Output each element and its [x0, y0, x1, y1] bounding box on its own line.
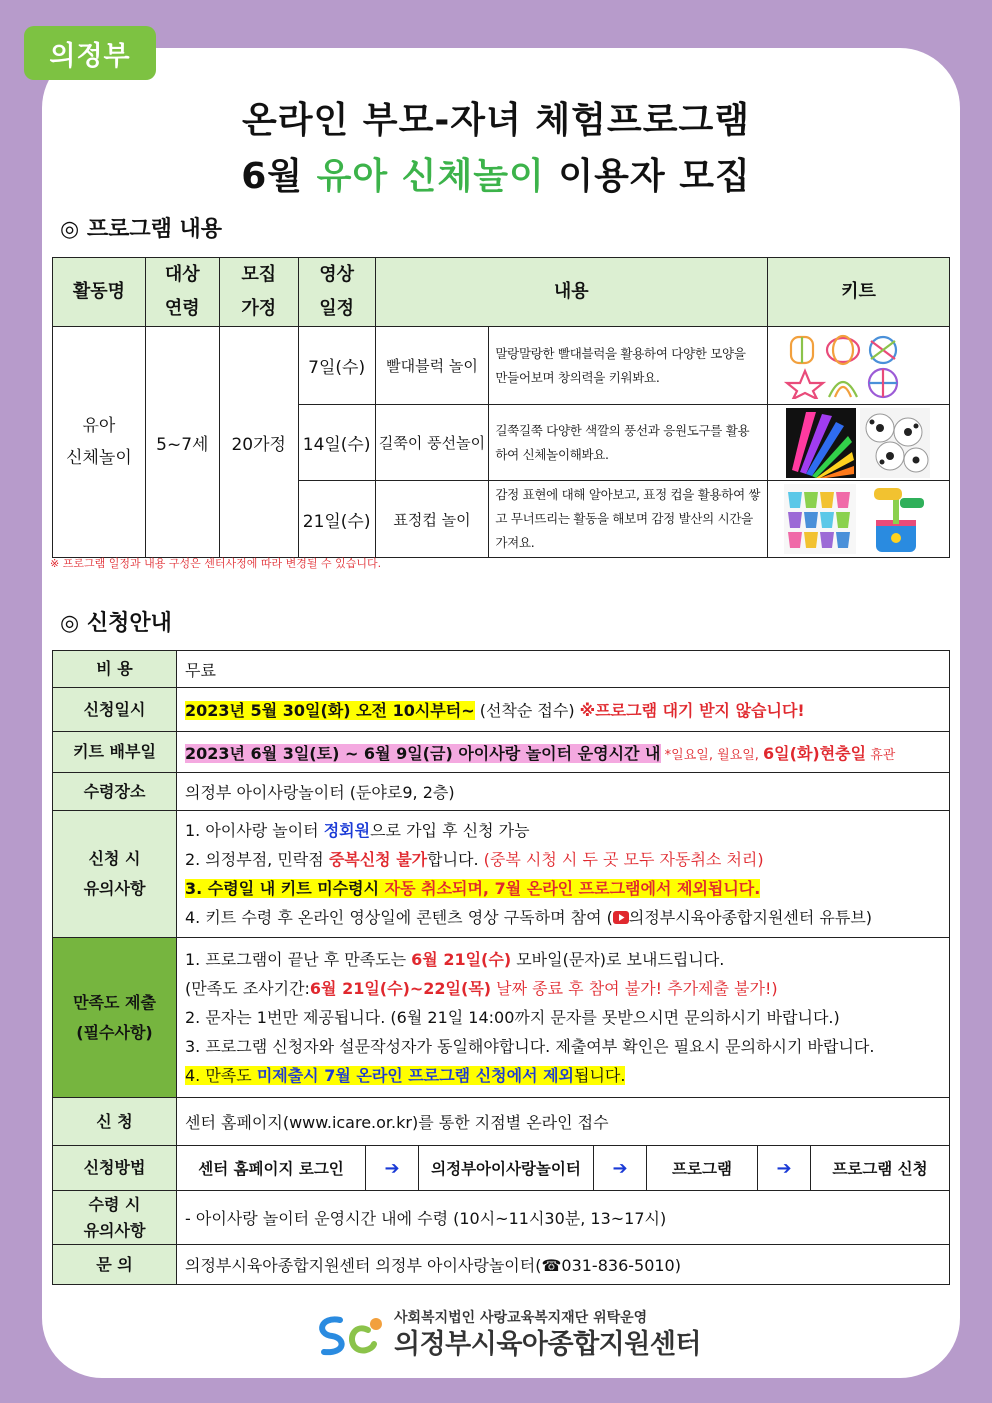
section-program-heading: ◎ 프로그램 내용: [60, 217, 223, 242]
program-name-cell: 길쭉이 풍선놀이: [375, 405, 489, 481]
survey-label: 만족도 제출 (필수사항): [53, 938, 177, 1098]
header-age: 대상 연령: [145, 258, 219, 327]
receive-label: 수령 시 유의사항: [53, 1191, 177, 1245]
place-label: 수령장소: [53, 773, 177, 811]
section-apply-heading: ◎ 신청안내: [60, 611, 172, 636]
caution-label: 신청 시 유의사항: [53, 811, 177, 938]
title-highlight: 유아 신체놀이: [316, 156, 545, 197]
survey-item: 1. 프로그램이 끝난 후 만족도는 6월 21일(수) 모바일(문자)로 보내드립니다.: [185, 950, 725, 969]
step-login: 센터 홈페이지 로그인: [198, 1160, 344, 1178]
header-families: 모집 가정: [219, 258, 298, 327]
kit-image-balloons: [767, 405, 949, 481]
table-row: [53, 688, 950, 732]
caution-list: [177, 811, 950, 938]
arrow-icon: ➔: [757, 1146, 811, 1190]
youtube-icon: [613, 911, 629, 924]
table-row: [53, 1245, 950, 1285]
receive-value: - 아이사랑 놀이터 운영시간 내에 수령 (10시~11시30분, 13~17시): [177, 1191, 950, 1245]
kit-date-value: 2023년 6월 3일(토) ~ 6월 9일(금) 아이사랑 놀이터 운영시간 내 *일요일, 월요일, 6일(화)현충일 휴관: [177, 732, 950, 773]
table-row: [53, 773, 950, 811]
fee-value: 무료: [177, 651, 950, 688]
method-steps: [177, 1146, 950, 1191]
survey-item: 2. 문자는 1번만 제공됩니다. (6월 21일 14:00까지 문자를 못받으시면 문의하시기 바랍니다.): [185, 1008, 840, 1027]
step-apply: 프로그램 신청: [832, 1160, 928, 1178]
table-row: [53, 327, 950, 405]
phone-icon: ☎: [541, 1256, 562, 1275]
age-cell: 5~7세: [145, 327, 219, 558]
header-activity: 활동명: [53, 258, 146, 327]
apply-date-label: 신청일시: [53, 688, 177, 732]
step-program: 프로그램: [672, 1160, 732, 1178]
footer-center-name: 의정부시육아종합지원센터: [394, 1329, 701, 1360]
contact-label: 문 의: [53, 1245, 177, 1285]
activity-name-cell: 유아 신체놀이: [53, 327, 146, 558]
table-row: [53, 811, 950, 938]
program-desc-cell: 길쭉길쭉 다양한 색깔의 풍선과 응원도구를 활용하여 신체놀이해봐요.: [489, 405, 768, 481]
families-cell: 20가정: [219, 327, 298, 558]
apply-label: 신 청: [53, 1098, 177, 1146]
survey-item: 4. 만족도 미제출시 7월 온라인 프로그램 신청에서 제외됩니다.: [185, 1066, 626, 1085]
date-cell: 7일(수): [298, 327, 375, 405]
program-desc-cell: 감정 표현에 대해 알아보고, 표정 컵을 활용하여 쌓고 무너뜨리는 활동을 해보며 감정 발산의 시간을 가져요.: [489, 481, 768, 558]
kit-image-straw-blocks: [767, 327, 949, 405]
table-row: [53, 1146, 950, 1191]
title-line-2: 6월 유아 신체놀이 이용자 모집: [241, 156, 751, 197]
program-header-row: [53, 258, 950, 327]
program-name-cell: 표정컵 놀이: [375, 481, 489, 558]
caution-item: 1. 아이사랑 놀이터 정회원으로 가입 후 신청 가능: [185, 821, 530, 840]
table-row: [53, 938, 950, 1098]
kit-date-label: 키트 배부일: [53, 732, 177, 773]
survey-list: [177, 938, 950, 1098]
center-logo-icon: [310, 1310, 390, 1360]
toy-hammer-icon: [860, 484, 932, 554]
method-label: 신청방법: [53, 1146, 177, 1191]
program-name-cell: 빨대블럭 놀이: [375, 327, 489, 405]
region-tag: 의정부: [24, 26, 156, 80]
table-row: [53, 732, 950, 773]
place-value: 의정부 아이사랑놀이터 (둔야로9, 2층): [177, 773, 950, 811]
rainbow-balloons-icon: [786, 408, 856, 478]
program-table: [52, 257, 950, 558]
caution-item: 4. 키트 수령 후 온라인 영상일에 콘텐츠 영상 구독하며 참여 ( 의정부시육아종합지원센터 유튜브): [185, 908, 873, 927]
table-row: [53, 1191, 950, 1245]
contact-value: 의정부시육아종합지원센터 의정부 아이사랑놀이터(☎031-836-5010): [177, 1245, 950, 1285]
survey-item: (만족도 조사기간:6월 21일(수)~22일(목) 날짜 종료 후 참여 불가! 추가제출 불가!): [185, 979, 778, 998]
caution-item: 2. 의정부점, 민락점 중복신청 불가합니다. (중복 시청 시 두 곳 모두 자동취소 처리): [185, 850, 764, 869]
soccer-balloons-icon: [860, 408, 930, 478]
schedule-change-note: ※ 프로그램 일정과 내용 구성은 센터사정에 따라 변경될 수 있습니다.: [50, 557, 382, 570]
header-schedule: 영상 일정: [298, 258, 375, 327]
program-desc-cell: 말랑말랑한 빨대블럭을 활용하여 다양한 모양을 만들어보며 창의력을 키워봐요.: [489, 327, 768, 405]
arrow-icon: ➔: [365, 1146, 419, 1190]
survey-item: 3. 프로그램 신청자와 설문작성자가 동일해야합니다. 제출여부 확인은 필요시 문의하시기 바랍니다.: [185, 1037, 875, 1056]
header-content: 내용: [375, 258, 767, 327]
apply-value: 센터 홈페이지(www.icare.or.kr)를 통한 지점별 온라인 접수: [177, 1098, 950, 1146]
arrow-icon: ➔: [593, 1146, 647, 1190]
table-row: [53, 1098, 950, 1146]
step-branch: 의정부아이사랑놀이터: [431, 1160, 581, 1178]
application-info-table: [52, 650, 950, 1285]
kit-image-emotion-cups: [767, 481, 949, 558]
date-cell: 21일(수): [298, 481, 375, 558]
apply-date-value: 2023년 5월 30일(화) 오전 10시부터~ (선착순 접수) ※프로그램 대기 받지 않습니다!: [177, 688, 950, 732]
emotion-cups-icon: [784, 484, 856, 554]
straw-block-shapes-icon: [783, 333, 933, 399]
caution-item: 3. 수령일 내 키트 미수령시 자동 취소되며, 7월 온라인 프로그램에서 제외됩니다.: [185, 879, 761, 898]
header-kit: 키트: [767, 258, 949, 327]
date-cell: 14일(수): [298, 405, 375, 481]
table-row: [53, 651, 950, 688]
footer-operator: 사회복지법인 사랑교육복지재단 위탁운영: [394, 1310, 648, 1326]
fee-label: 비 용: [53, 651, 177, 688]
title-line-1: 온라인 부모-자녀 체험프로그램: [241, 100, 751, 141]
